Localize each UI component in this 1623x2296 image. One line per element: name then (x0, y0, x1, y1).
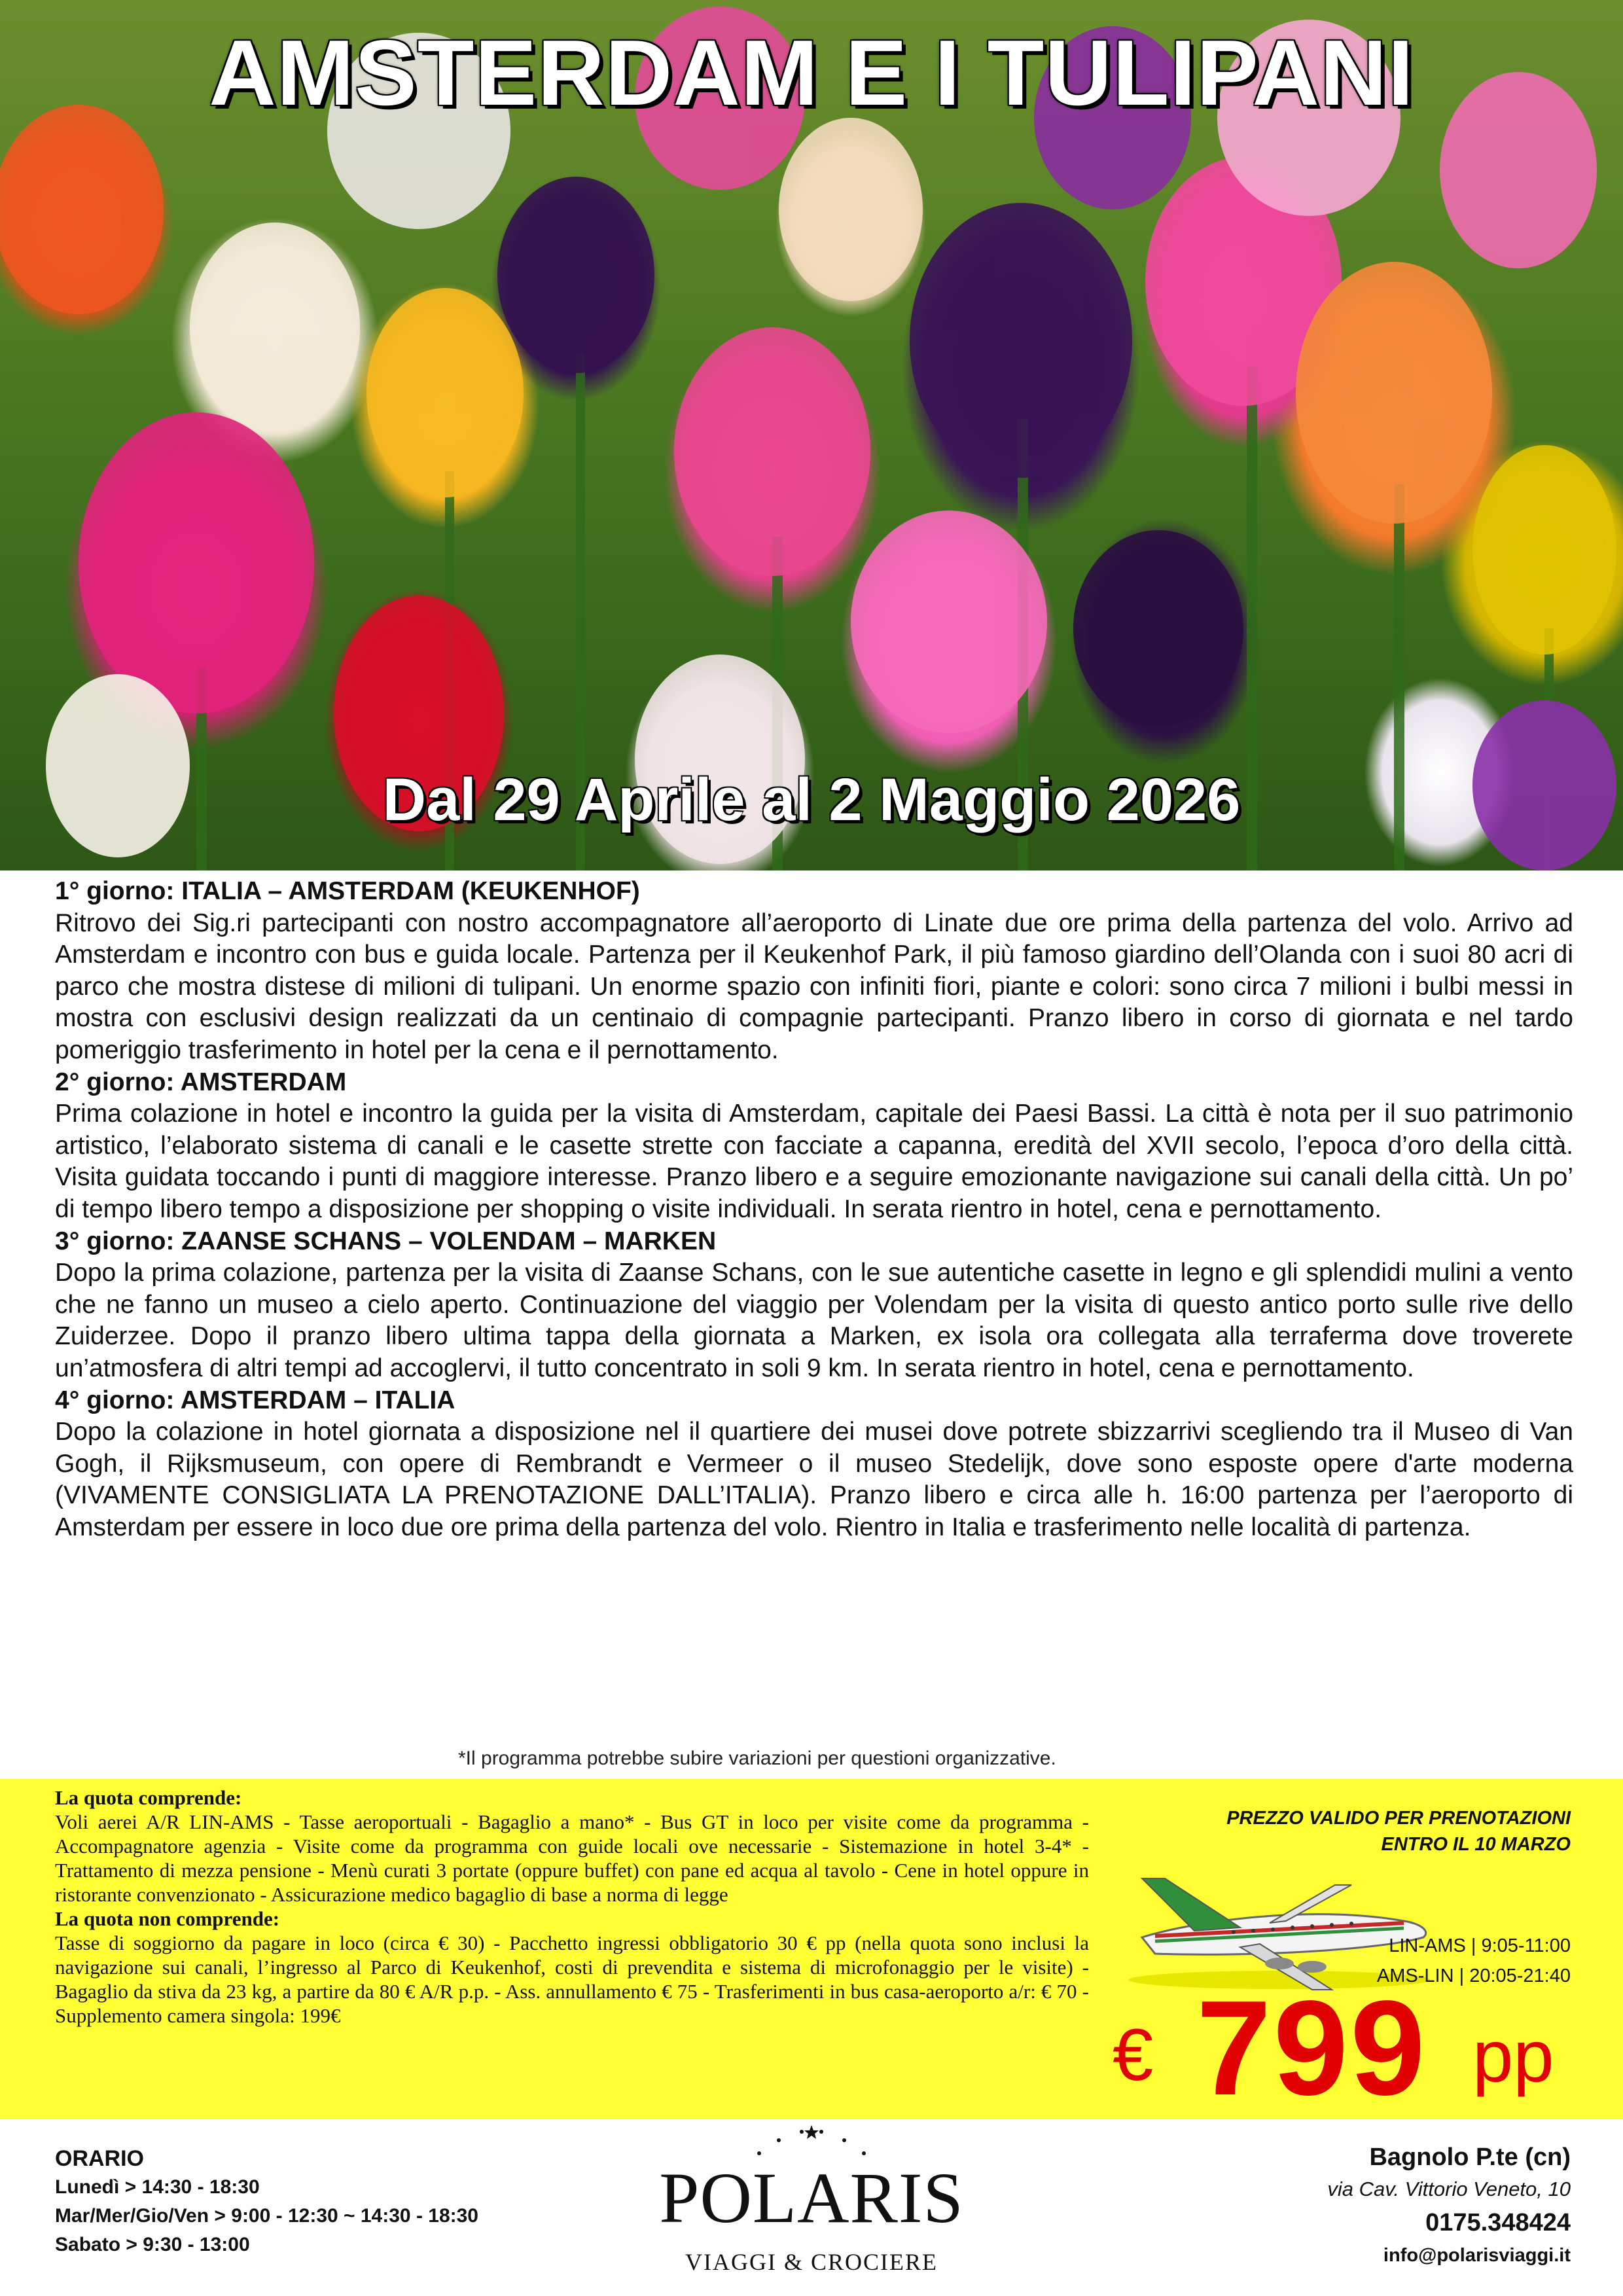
opening-hours (55, 2144, 478, 2259)
tulip-field-illustration (0, 0, 1623, 870)
quota-details (55, 1785, 1089, 2028)
price-amount: 799 (1196, 1973, 1427, 2123)
excludes-heading: La quota non comprende: (55, 1907, 280, 1930)
polaris-logo (654, 2124, 969, 2287)
agency-address: via Cav. Vittorio Veneto, 10 (1327, 2178, 1571, 2200)
agency-contacts (1191, 2140, 1571, 2270)
day-4 (55, 1385, 1573, 1544)
day-1-heading: 1° giorno: ITALIA – AMSTERDAM (KEUKENHOF) (55, 877, 640, 905)
hours-monday: Lunedì > 14:30 - 18:30 (55, 2176, 260, 2198)
hours-saturday: Sabato > 9:30 - 13:00 (55, 2234, 250, 2255)
agency-email[interactable]: info@polarisviaggi.it (1383, 2245, 1571, 2266)
page-title: AMSTERDAM E I TULIPANI (209, 21, 1414, 125)
price-validity-note (1152, 1805, 1571, 1857)
day-3 (55, 1226, 1573, 1385)
day-2 (55, 1067, 1573, 1226)
day-3-heading: 3° giorno: ZAANSE SCHANS – VOLENDAM – MARKEN (55, 1227, 717, 1255)
price-currency: € (1113, 2014, 1154, 2096)
trip-dates: Dal 29 Aprile al 2 Maggio 2026 (382, 766, 1241, 833)
price-note-line-1: PREZZO VALIDO PER PRENOTAZIONI (1226, 1808, 1571, 1829)
agency-city: Bagnolo P.te (cn) (1369, 2144, 1571, 2171)
day-2-text: Prima colazione in hotel e incontro la guida per la visita di Amsterdam, capitale dei Paesi Bassi. La città è nota per il suo patrimonio artistico, l’elaborato sistema di canali e le casette strette con facciate a capanna, eredità del XVII secolo, l’epoca d’oro della città. Visita guidata toccando i punti di maggiore interesse. Pranzo libero e a seguire emozionante navigazione sui canali della città. Un po’ di tempo libero tempo a disposizione per shopping o visite individuali. In serata rientro in hotel, cena e pernottamento. (55, 1100, 1573, 1223)
day-4-text: Dopo la colazione in hotel giornata a disposizione nel il quartiere dei musei dove potrete sbizzarrivi scegliendo tra il Museo di Van Gogh, il Rijksmuseum, con opere di Rembrandt e Vermeer o il museo Stedelijk, dove sono esposte opere d'arte moderna (VIVAMENTE CONSIGLIATA LA PRENOTAZIONE DALL’ITALIA). Pranzo libero e circa alle h. 16:00 partenza per l’aeroporto di Amsterdam per essere in loco due ore prima della partenza del volo. Rientro in Italia e trasferimento nelle località di partenza. (55, 1418, 1573, 1541)
logo-name: POLARIS (659, 2158, 964, 2238)
day-2-heading: 2° giorno: AMSTERDAM (55, 1067, 347, 1096)
day-4-heading: 4° giorno: AMSTERDAM – ITALIA (55, 1386, 455, 1414)
price-tag (1106, 1967, 1577, 2123)
agency-phone: 0175.348424 (1425, 2209, 1571, 2236)
price-note-line-2: ENTRO IL 10 MARZO (1381, 1834, 1571, 1855)
price-unit: pp (1472, 2015, 1554, 2097)
disclaimer: *Il programma potrebbe subire variazioni per questioni organizzative. (458, 1748, 1056, 1769)
itinerary (55, 876, 1573, 1543)
flight-outbound: LIN-AMS | 9:05-11:00 (1389, 1935, 1571, 1956)
includes-heading: La quota comprende: (55, 1786, 242, 1809)
hero-banner (0, 0, 1623, 870)
day-1-text: Ritrovo dei Sig.ri partecipanti con nostro accompagnatore all’aeroporto di Linate due ore prima della partenza del volo. Arrivo ad Amsterdam e incontro con bus e guida locale. Partenza per il Keukenhof Park, il più famoso giardino dell’Olanda con i suoi 80 acri di parco che mostra distese di milioni di tulipani. Un enorme spazio con infiniti fiori, piante e colori: sono circa 7 milioni i bulbi messi in mostra con esclusivi design realizzati da un centinaio di compagnie partecipanti. Pranzo libero in corso di giornata e nel tardo pomeriggio trasferimento in hotel per la cena e il pernottamento. (55, 908, 1573, 1064)
logo-subtitle: VIAGGI & CROCIERE (685, 2249, 938, 2275)
includes-text: Voli aerei A/R LIN-AMS - Tasse aeroportuali - Bagaglio a mano* - Bus GT in loco per visite come da programma - Accompagnatore agenzia - Visite come da programma con guide locali ove necessarie - Sistemazione in hotel 3-4* - Trattamento di mezza pensione - Menù curati 3 portate (oppure buffet) con pane ed acqua al tavolo - Cene in hotel oppure in ristorante convenzionato - Assicurazione medico bagaglio di base a norma di legge (55, 1810, 1089, 1906)
day-1 (55, 876, 1573, 1067)
day-3-text: Dopo la prima colazione, partenza per la visita di Zaanse Schans, con le sue autentiche casette in legno e gli splendidi mulini a vento che ne fanno un museo a cielo aperto. Continuazione del viaggio per Volendam per la visita di questo antico porto sulle rive dello Zuiderzee. Dopo il pranzo libero ultima tappa della giornata a Marken, ex isola ora collegata alla terraferma dove troverete un’atmosfera di altri tempi ad accoglervi, il tutto concentrato in soli 9 km. In serata rientro in hotel, cena e pernottamento. (55, 1259, 1573, 1382)
flight-return: AMS-LIN | 20:05-21:40 (1376, 1965, 1571, 1986)
hours-weekdays: Mar/Mer/Gio/Ven > 9:00 - 12:30 ~ 14:30 - 18:30 (55, 2205, 478, 2227)
hours-title: ORARIO (55, 2146, 144, 2171)
excludes-text: Tasse di soggiorno da pagare in loco (circa € 30) - Pacchetto ingressi obbligatorio 30 € pp (nella quota sono inclusi la navigazione sui canali, l’ingresso al Parco di Keukenhof, costi di prevendita e sistema di microfonaggio per le visite) - Bagaglio da stiva da 23 kg, a partire da 80 € A/R p.p. - Ass. annullamento € 75 - Trasferimenti in bus casa-aeroporto a/r: € 70 - Supplemento camera singola: 199€ (55, 1931, 1089, 2027)
